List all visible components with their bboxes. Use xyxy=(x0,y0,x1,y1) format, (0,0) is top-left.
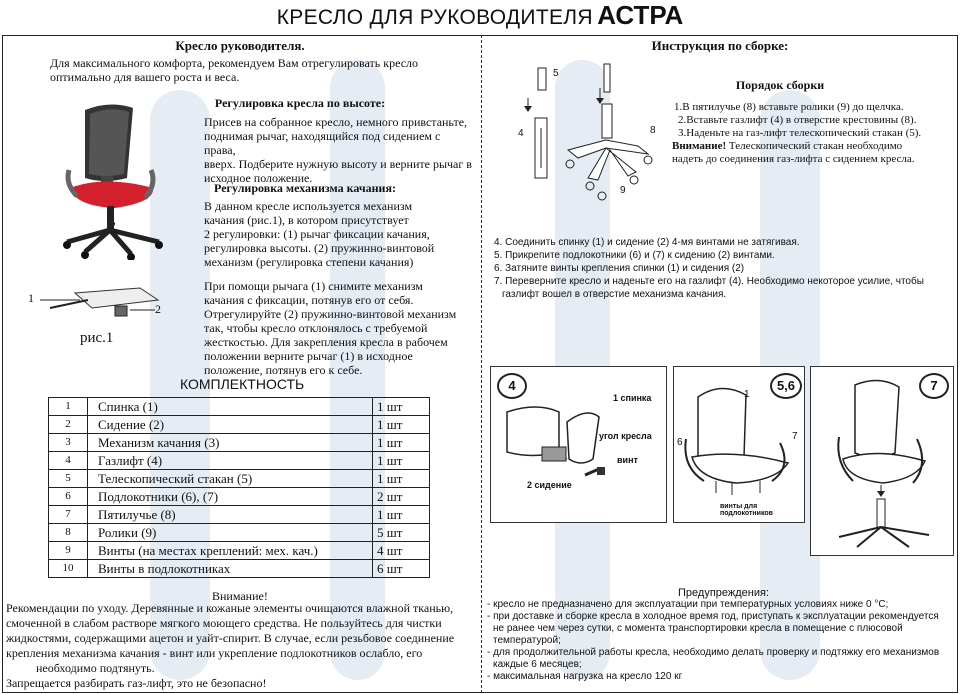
step-4-badge: 4 xyxy=(497,373,527,399)
kit-cell-n: 10 xyxy=(49,560,88,578)
steps-b: 4. Соединить спинку (1) и сидение (2) 4-мя винтами не затягивая. 5. Прикрепите подлокотники (6) и (7) к сидению (2) винтами. 6. Затяните винты крепления спинки (1) и сидения (2) 7. Переверните кресло и наденьте его на газлифт (4). Необходимо некоторое усилие, чтобы газлифт вошел в отверстие механизма качания. xyxy=(494,237,924,300)
kit-cell-qty: 6 шт xyxy=(373,560,430,578)
steps-a: 1.В пятилучье (8) вставьте ролики (9) до щелчка. 2.Вставьте газлифт (4) в отверстие крестовины (8). 3.Наденьте на газ-лифт телескопический стакан (5). Внимание! Телескопический стакан необходимо надеть до соединения газ-лифта с сидением кресла. xyxy=(672,101,922,165)
kit-cell-n: 8 xyxy=(49,524,88,542)
kit-row xyxy=(49,470,430,488)
box56-num-6: 6 xyxy=(677,437,683,448)
step-56-badge: 5,6 xyxy=(770,373,802,399)
height-text: Присев на собранное кресло, немного привстаньте, поднимая рычаг, находящийся под сидением с права, вверх. Подберите нужную высоту и верните рычаг в исходное положение. xyxy=(204,115,472,185)
kit-cell-n: 2 xyxy=(49,416,88,434)
attention-heading: Внимание! xyxy=(212,589,268,603)
warnings-heading: Предупреждения: xyxy=(678,587,770,599)
kit-cell-qty: 4 шт xyxy=(373,542,430,560)
warnings-list: - кресло не предназначено для эксплуатации при температурных условиях ниже 0 °С; - при доставке и сборке кресла в холодное время год, приступать к эксплуатации рекомендуется не ранее чем через сутки, с момента транспортировки кресла в помещение с плюсовой температурой; - для продолжительной работы кресла, необходимо делать проверку и подтяжку его механизмов каждые 6 месяцев; - максимальная нагрузка на кресло 120 кг xyxy=(487,599,940,682)
kit-cell-n: 6 xyxy=(49,488,88,506)
page-title: КРЕСЛО ДЛЯ РУКОВОДИТЕЛЯ АСТРА xyxy=(276,0,684,30)
kit-row xyxy=(49,416,430,434)
kit-cell-name: Пятилучье (8) xyxy=(88,506,373,524)
kit-cell-name: Сидение (2) xyxy=(88,416,373,434)
chair-on-base-illustration xyxy=(817,375,947,551)
tilt-text-2: При помощи рычага (1) снимите механизм качания с фиксации, потянув его от себя. Отрегулируйте (2) пружинно-винтовой механизм так, чтобы кресло отклонялось с требуемой жесткостью. Для закрепления кресла в рабочем положении верните рычаг (1) в исходное положение, потянув его к себе. xyxy=(204,279,457,377)
step-7-badge: 7 xyxy=(919,373,949,399)
kit-row xyxy=(49,452,430,470)
diag-num-9: 9 xyxy=(620,185,626,196)
kit-row xyxy=(49,488,430,506)
kit-cell-qty: 1 шт xyxy=(373,434,430,452)
label-seat-angle: угол кресла xyxy=(599,431,652,441)
kit-row xyxy=(49,398,430,416)
step-7-panel xyxy=(810,366,954,556)
kit-cell-n: 1 xyxy=(49,398,88,416)
fig-num-2: 2 xyxy=(155,302,161,316)
kit-row xyxy=(49,524,430,542)
label-armrest-screws: винты для подлокотников xyxy=(720,503,773,517)
kit-cell-qty: 5 шт xyxy=(373,524,430,542)
kit-table xyxy=(48,397,430,578)
label-backrest: 1 спинка xyxy=(613,393,652,403)
tilt-mechanism-illustration xyxy=(40,278,170,326)
label-seat: 2 сидение xyxy=(527,480,572,490)
kit-cell-qty: 1 шт xyxy=(373,398,430,416)
kit-cell-qty: 2 шт xyxy=(373,488,430,506)
kit-row xyxy=(49,506,430,524)
step-4-panel xyxy=(490,366,667,523)
tilt-text: В данном кресле используется механизм качания (рис.1), в котором присутствует 2 регулировки: (1) рычаг фиксации качания, регулировка высоты. (2) пружинно-винтовой механизм (регулировка степени качания) xyxy=(204,199,435,269)
kit-cell-n: 3 xyxy=(49,434,88,452)
kit-cell-qty: 1 шт xyxy=(373,470,430,488)
kit-row xyxy=(49,434,430,452)
right-heading: Инструкция по сборке: xyxy=(651,38,789,53)
kit-cell-n: 4 xyxy=(49,452,88,470)
height-heading: Регулировка кресла по высоте: xyxy=(214,96,386,110)
tilt-heading: Регулировка механизма качания: xyxy=(214,181,396,195)
kit-cell-n: 7 xyxy=(49,506,88,524)
column-divider xyxy=(481,35,482,693)
kit-heading: КОМПЛЕКТНОСТЬ xyxy=(180,376,305,392)
armrests-illustration xyxy=(676,377,801,517)
step-56-panel xyxy=(673,366,805,523)
kit-cell-qty: 1 шт xyxy=(373,416,430,434)
kit-cell-name: Винты (на местах креплений: мех. кач.) xyxy=(88,542,373,560)
order-heading: Порядок сборки xyxy=(735,78,825,92)
diag-num-4: 4 xyxy=(518,128,524,139)
diag-num-5: 5 xyxy=(553,68,559,79)
intro-text: Для максимального комфорта, рекомендуем Вам отрегулировать кресло оптимально для вашего роста и веса. xyxy=(50,56,419,84)
kit-row xyxy=(49,560,430,578)
kit-cell-qty: 1 шт xyxy=(373,452,430,470)
fig-label: рис.1 xyxy=(80,330,114,346)
kit-cell-name: Ролики (9) xyxy=(88,524,373,542)
kit-cell-name: Подлокотники (6), (7) xyxy=(88,488,373,506)
box56-num-7: 7 xyxy=(792,431,798,442)
kit-cell-n: 5 xyxy=(49,470,88,488)
care-text: Рекомендации по уходу. Деревянные и кожаные элементы очищаются влажной тканью, смоченной в слабом растворе мягкого моющего средства. Не пользуйтесь для чистки жидкостями, содержащими ацетон и уайт-спирит. В случае, если резьбовое соединение крепления механизма качания - винт или укрепление подлокотников ослабло, его необходимо подтянуть. xyxy=(6,601,455,675)
box56-num-1: 1 xyxy=(744,389,750,400)
kit-cell-name: Телескопический стакан (5) xyxy=(88,470,373,488)
kit-row xyxy=(49,542,430,560)
kit-cell-name: Газлифт (4) xyxy=(88,452,373,470)
gaslift-warning: Запрещается разбирать газ-лифт, это не безопасно! xyxy=(6,676,267,690)
kit-cell-name: Механизм качания (3) xyxy=(88,434,373,452)
diag-num-8: 8 xyxy=(650,125,656,136)
base-assembly-illustration xyxy=(508,58,668,208)
fig-num-1: 1 xyxy=(28,291,34,305)
kit-cell-name: Винты в подлокотниках xyxy=(88,560,373,578)
office-chair-illustration xyxy=(55,100,175,260)
label-screw: винт xyxy=(617,455,638,465)
left-heading: Кресло руководителя. xyxy=(175,38,305,53)
kit-cell-name: Спинка (1) xyxy=(88,398,373,416)
kit-cell-qty: 1 шт xyxy=(373,506,430,524)
kit-cell-n: 9 xyxy=(49,542,88,560)
